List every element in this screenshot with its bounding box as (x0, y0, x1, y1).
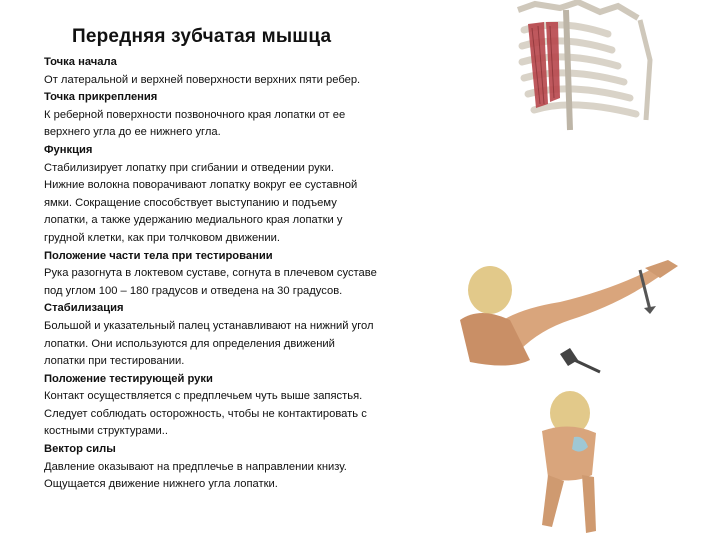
text-line: Давление оказывают на предплечье в направлении книзу. (44, 460, 347, 473)
section-heading: Точка прикрепления (44, 91, 158, 104)
text-line: Нижние волокна поворачивают лопатку вокруг ее суставной (44, 179, 358, 192)
section-heading: Положение части тела при тестировании (44, 249, 273, 262)
text-line: лопатки. Они используются для определения движений (44, 337, 335, 350)
section-heading: Положение тестирующей руки (44, 372, 213, 385)
text-line: Следует соблюдать осторожность, чтобы не контактировать с (44, 407, 367, 420)
text-line: Ощущается движение нижнего угла лопатки. (44, 478, 278, 491)
section-heading: Вектор силы (44, 443, 116, 456)
text-line: лопатки, а также удержанию медиального края лопатки у (44, 214, 343, 227)
text-line: грудной клетки, как при толчковом движении. (44, 231, 280, 244)
section-heading: Функция (44, 143, 93, 156)
text-line: под углом 100 – 180 градусов и отведена на 30 градусов. (44, 284, 343, 297)
text-body (44, 54, 410, 494)
text-line: Большой и указательный палец устанавливают на нижний угол (44, 319, 374, 332)
section-heading: Стабилизация (44, 302, 124, 315)
text-line: лопатки при тестировании. (44, 355, 185, 368)
page-title: Передняя зубчатая мышца (72, 26, 332, 47)
text-line: ямки. Сокращение способствует выступанию и подъему (44, 196, 337, 209)
text-line: костными структурами.. (44, 425, 168, 438)
text-line: От латеральной и верхней поверхности верхних пяти ребер. (44, 73, 361, 86)
figure-top-view (512, 385, 622, 535)
text-line: К реберной поверхности позвоночного края лопатки от ее (44, 108, 346, 121)
figure-arm-raised (450, 250, 690, 390)
text-line: верхнего угла до ее нижнего угла. (44, 126, 221, 139)
ribcage-illustration (500, 0, 660, 135)
section-heading: Точка начала (44, 56, 117, 68)
text-line: Стабилизирует лопатку при сгибании и отведении руки. (44, 161, 334, 174)
text-line: Контакт осуществляется с предплечьем чуть выше запястья. (44, 390, 363, 403)
text-line: Рука разогнута в локтевом суставе, согнута в плечевом суставе (44, 267, 377, 280)
